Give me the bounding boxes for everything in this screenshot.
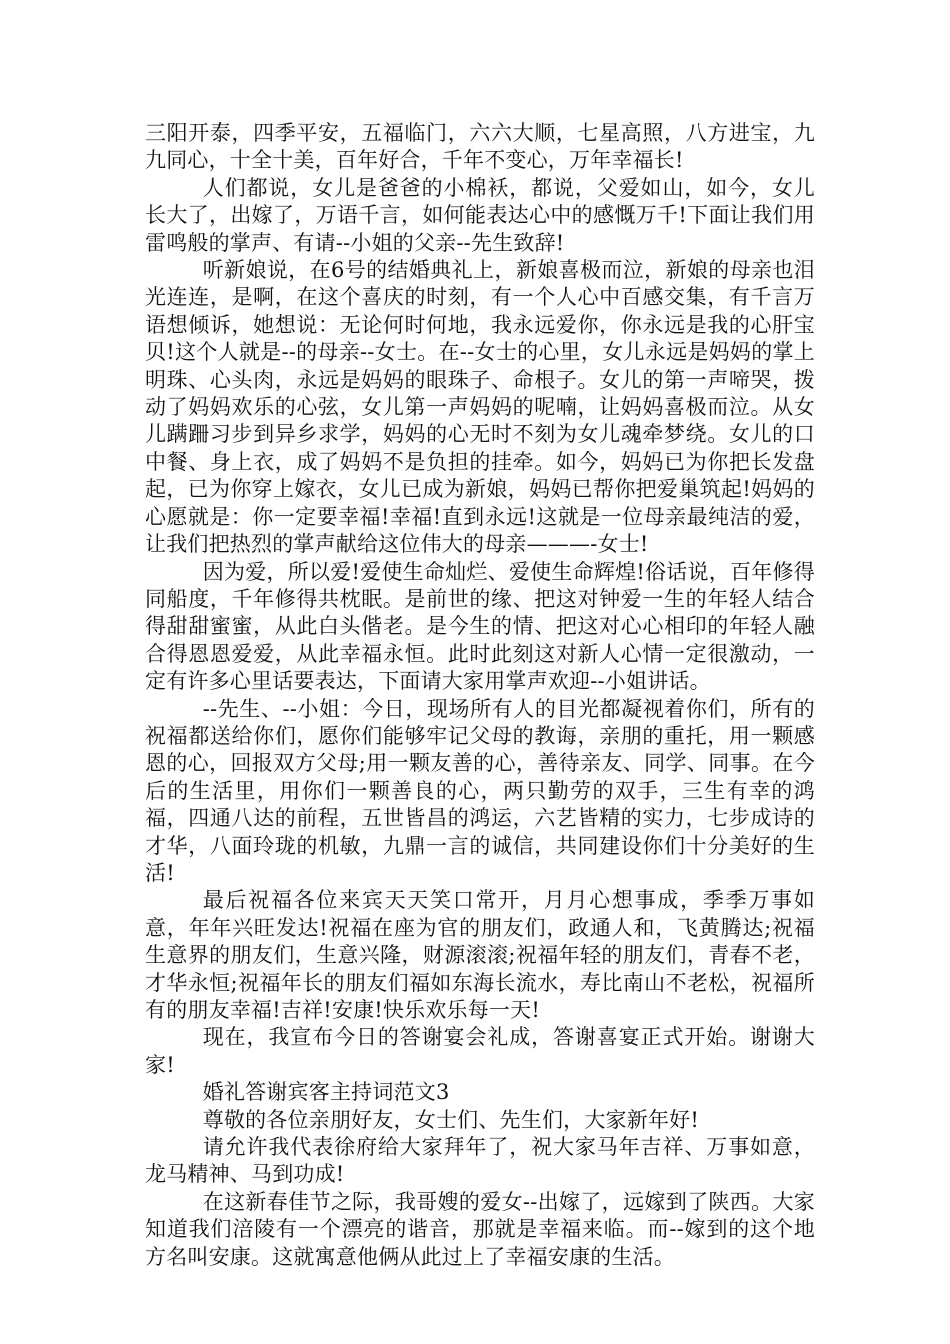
paragraph-mother-tribute: 听新娘说，在6号的结婚典礼上，新娘喜极而泣，新娘的母亲也泪光连连，是啊，在这个喜庆的时刻，有一个人心中百感交集，有千言万语想倾诉，她想说：无论何时何地，我永远爱你，你永远是我的心肝宝贝!这个人就是--的母亲--女士。在--女士的心里，女儿永远是妈妈的掌上明珠、心头肉，永远是妈妈的眼珠子、命根子。女儿的第一声啼哭，拨动了妈妈欢乐的心弦，女儿第一声妈妈的呢喃，让妈妈喜极而泣。从女儿蹒跚习步到异乡求学，妈妈的心无时不刻为女儿魂牵梦绕。女儿的口中餐、身上衣，成了妈妈不是负担的挂牵。如今，妈妈已为你把长发盘起，已为你穿上嫁衣，女儿已成为新娘，妈妈已帮你把爱巢筑起!妈妈的心愿就是：你一定要幸福!幸福!直到永远!这就是一位母亲最纯洁的爱，让我们把热烈的掌声献给这位伟大的母亲———-女士! <box>145 258 815 557</box>
paragraph-love-couple: 因为爱，所以爱!爱使生命灿烂、爱使生命辉煌!俗话说，百年修得同船度，千年修得共枕眠。是前世的缘、把这对钟爱一生的年轻人结合得甜甜蜜蜜，从此白头偕老。是今生的情、把这对心心相印的年轻人融合得恩恩爱爱，从此幸福永恒。此时此刻这对新人心情一定很激动，一定有许多心里话要表达，下面请大家用掌声欢迎--小姐讲话。 <box>145 559 815 694</box>
paragraph-new-year-wishes: 请允许我代表徐府给大家拜年了，祝大家马年吉祥、万事如意，龙马精神、马到功成! <box>145 1135 815 1187</box>
section-heading: 婚礼答谢宾客主持词范文3 <box>202 1080 450 1105</box>
paragraph-father-intro: 人们都说，女儿是爸爸的小棉袄，都说，父爱如山，如今，女儿长大了，出嫁了，万语千言，如何能表达心中的感慨万千!下面让我们用雷鸣般的掌声、有请--小姐的父亲--先生致辞! <box>145 175 815 255</box>
paragraph-banquet-opening: 现在，我宣布今日的答谢宴会礼成，答谢喜宴正式开始。谢谢大家! <box>145 1025 815 1077</box>
paragraph-couple-address: --先生、--小姐：今日，现场所有人的目光都凝视着你们，所有的祝福都送给你们，愿你们能够牢记父母的教诲，亲朋的重托，用一颗感恩的心，回报双方父母;用一颗友善的心，善待亲友、同学、同事。在今后的生活里，用你们一颗善良的心，两只勤劳的双手，三生有幸的鸿福，四通八达的前程，五世皆昌的鸿运，六艺皆精的实力，七步成诗的才华，八面玲珑的机敏，九鼎一言的诚信，共同建设你们十分美好的生活! <box>145 696 815 885</box>
paragraph-marriage-announcement: 在这新春佳节之际，我哥嫂的爱女--出嫁了，远嫁到了陕西。大家知道我们涪陵有一个漂亮的谐音，那就是幸福来临。而--嫁到的这个地方名叫安康。这就寓意他俩从此过上了幸福安康的生活。 <box>145 1189 815 1269</box>
document-page <box>145 120 815 1271</box>
paragraph-blessing-list: 三阳开泰，四季平安，五福临门，六六大顺，七星高照，八方进宝，九九同心，十全十美，百年好合，千年不变心，万年幸福长! <box>145 121 815 173</box>
paragraph-greeting: 尊敬的各位亲朋好友，女士们、先生们，大家新年好! <box>202 1107 699 1132</box>
paragraph-final-blessings: 最后祝福各位来宾天天笑口常开，月月心想事成，季季万事如意，年年兴旺发达!祝福在座为官的朋友们，政通人和，飞黄腾达;祝福生意界的朋友们，生意兴隆，财源滚滚;祝福年轻的朋友们，青春不老，才华永恒;祝福年长的朋友们福如东海长流水，寿比南山不老松，祝福所有的朋友幸福!吉祥!安康!快乐欢乐每一天! <box>145 888 815 1022</box>
